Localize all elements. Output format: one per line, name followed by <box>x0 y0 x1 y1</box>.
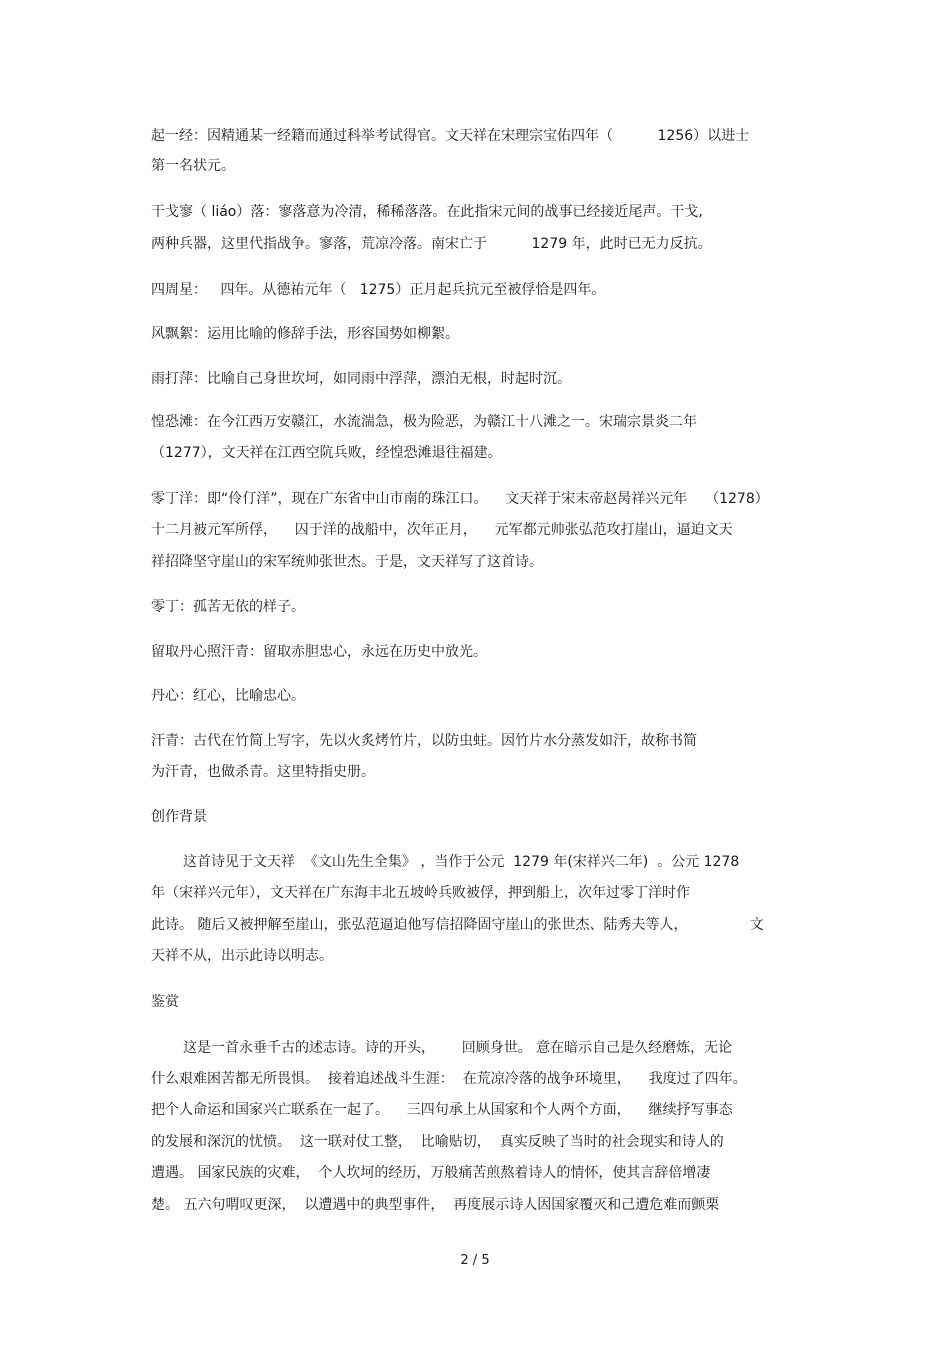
text-line: 这首诗见于文天祥 《文山先生全集》 ，当作于公元 1279 年(宋祥兴二年) 。公元 1278 <box>183 854 740 870</box>
text-line: 丹心：红心，比喻忠心。 <box>151 688 305 704</box>
text-line: 两种兵器，这里代指战争。寥落，荒凉冷落。南宋亡于 1279 年，此时已无力反抗。 <box>151 236 712 252</box>
text-line: （1277），文天祥在江西空阬兵败，经惶恐滩退往福建。 <box>151 445 502 461</box>
text-line: 年（宋祥兴元年），文天祥在广东海丰北五坡岭兵败被俘，押到船上，次年过零丁洋时作 <box>151 885 690 901</box>
text-line: 干戈寥（ liáo）落：寥落意为冷清，稀稀落落。在此指宋元间的战事已经接近尾声。干戈, <box>151 204 703 220</box>
text-line: 此诗。 随后又被押解至崖山，张弘范逼迫他写信招降固守崖山的张世杰、陆秀夫等人， 文 <box>151 917 764 933</box>
text-line: 四周星： 四年。从德祐元年（ 1275）正月起兵抗元至被俘恰是四年。 <box>151 282 606 298</box>
text-line: 的发展和深沉的忧愤。 这一联对仗工整， 比喻贴切， 真实反映了当时的社会现实和诗人的 <box>151 1134 724 1150</box>
page-number: 2 / 5 <box>460 1253 490 1268</box>
text-line: 祥招降坚守崖山的宋军统帅张世杰。于是，文天祥写了这首诗。 <box>151 554 543 570</box>
text-line: 为汗青，也做杀青。这里特指史册。 <box>151 764 375 780</box>
text-line: 惶恐滩：在今江西万安赣江，水流湍急，极为险恶，为赣江十八滩之一。宋瑞宗景炎二年 <box>151 414 697 430</box>
text-line: 这是一首永垂千古的述志诗。诗的开头， 回顾身世。 意在暗示自己是久经磨炼，无论 <box>183 1040 733 1056</box>
section-heading-background: 创作背景 <box>151 809 207 825</box>
text-line: 楚。 五六句喟叹更深， 以遭遇中的典型事件， 再度展示诗人因国家覆灭和己遭危难而颤栗 <box>151 1197 720 1213</box>
text-line: 零丁：孤苦无依的样子。 <box>151 599 305 615</box>
text-line: 遭遇。 国家民族的灾难， 个人坎坷的经历，万般痛苦煎熬着诗人的情怀，使其言辞倍增凄 <box>151 1165 711 1181</box>
text-line: 第一名状元。 <box>151 158 235 174</box>
text-line: 零丁洋：即“伶仃洋”，现在广东省中山市南的珠江口。 文天祥于宋末帝赵昺祥兴元年 （1278） <box>151 491 769 507</box>
text-line: 什么艰难困苦都无所畏惧。 接着追述战斗生涯： 在荒凉冷落的战争环境里， 我度过了四年。 <box>151 1071 747 1087</box>
text-line: 起一经：因精通某一经籍而通过科举考试得官。文天祥在宋理宗宝佑四年（ 1256）以进士 <box>151 128 750 144</box>
text-line: 汗青：古代在竹简上写字，先以火炙烤竹片，以防虫蛀。因竹片水分蒸发如汗，故称书简 <box>151 733 697 749</box>
text-line: 雨打萍：比喻自己身世坎坷，如同雨中浮萍，漂泊无根，时起时沉。 <box>151 371 571 387</box>
text-line: 把个人命运和国家兴亡联系在一起了。 三四句承上从国家和个人两个方面， 继续抒写事态 <box>151 1102 733 1118</box>
text-line: 十二月被元军所俘， 囚于洋的战船中，次年正月， 元军都元帅张弘范攻打崖山，逼迫文天 <box>151 522 733 538</box>
text-line: 风飘絮：运用比喻的修辞手法，形容国势如柳絮。 <box>151 326 459 342</box>
text-line: 留取丹心照汗青：留取赤胆忠心，永远在历史中放光。 <box>151 644 487 660</box>
text-line: 天祥不从，出示此诗以明志。 <box>151 948 333 964</box>
section-heading-appreciation: 鉴赏 <box>151 994 179 1010</box>
